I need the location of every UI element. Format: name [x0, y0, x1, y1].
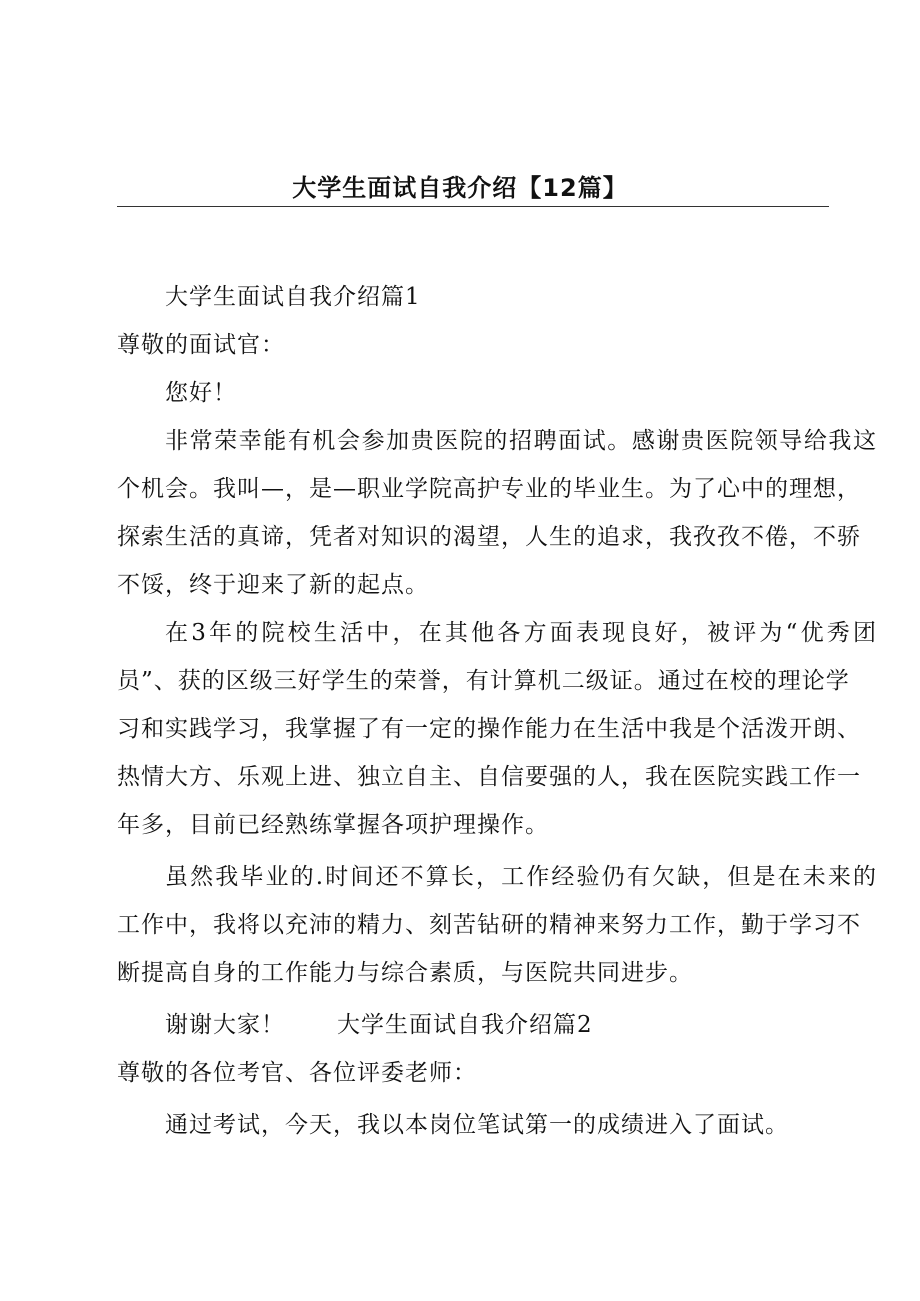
paragraph-line: 虽然我毕业的.时间还不算长，工作经验仍有欠缺，但是在未来的 — [165, 864, 877, 890]
paragraph-line: 习和实践学习，我掌握了有一定的操作能力在生活中我是个活泼开朗、 — [117, 716, 861, 742]
closing-thanks: 谢谢大家！ — [165, 1012, 285, 1038]
section-heading-1: 大学生面试自我介绍篇1 — [165, 284, 421, 310]
paragraph-line: 不馁，终于迎来了新的起点。 — [117, 572, 429, 598]
paragraph-line: 年多，目前已经熟练掌握各项护理操作。 — [117, 812, 549, 838]
paragraph-line: 断提高自身的工作能力与综合素质，与医院共同进步。 — [117, 960, 693, 986]
paragraph-line: 通过考试，今天，我以本岗位笔试第一的成绩进入了面试。 — [165, 1112, 789, 1138]
salutation-2: 尊敬的各位考官、各位评委老师： — [117, 1060, 477, 1086]
paragraph-line: 员”、获的区级三好学生的荣誉，有计算机二级证。通过在校的理论学 — [117, 668, 850, 694]
greeting: 您好！ — [165, 380, 237, 406]
paragraph-line: 工作中，我将以充沛的精力、刻苦钻研的精神来努力工作，勤于学习不 — [117, 912, 861, 938]
paragraph-line: 个机会。我叫—，是—职业学院高护专业的毕业生。为了心中的理想， — [117, 476, 861, 502]
section-heading-2: 大学生面试自我介绍篇2 — [337, 1012, 593, 1038]
paragraph-line: 探索生活的真谛，凭者对知识的渴望，人生的追求，我孜孜不倦，不骄 — [117, 524, 861, 550]
paragraph-line: 非常荣幸能有机会参加贵医院的招聘面试。感谢贵医院领导给我这 — [165, 428, 877, 454]
title-underline — [117, 206, 829, 207]
paragraph-line: 热情大方、乐观上进、独立自主、自信要强的人，我在医院实践工作一 — [117, 764, 861, 790]
document-title: 大学生面试自我介绍【12篇】 — [292, 174, 628, 202]
closing-and-heading-line — [117, 1003, 877, 1047]
paragraph-line: 在3年的院校生活中，在其他各方面表现良好，被评为“优秀团 — [165, 620, 877, 646]
salutation-1: 尊敬的面试官： — [117, 332, 285, 358]
